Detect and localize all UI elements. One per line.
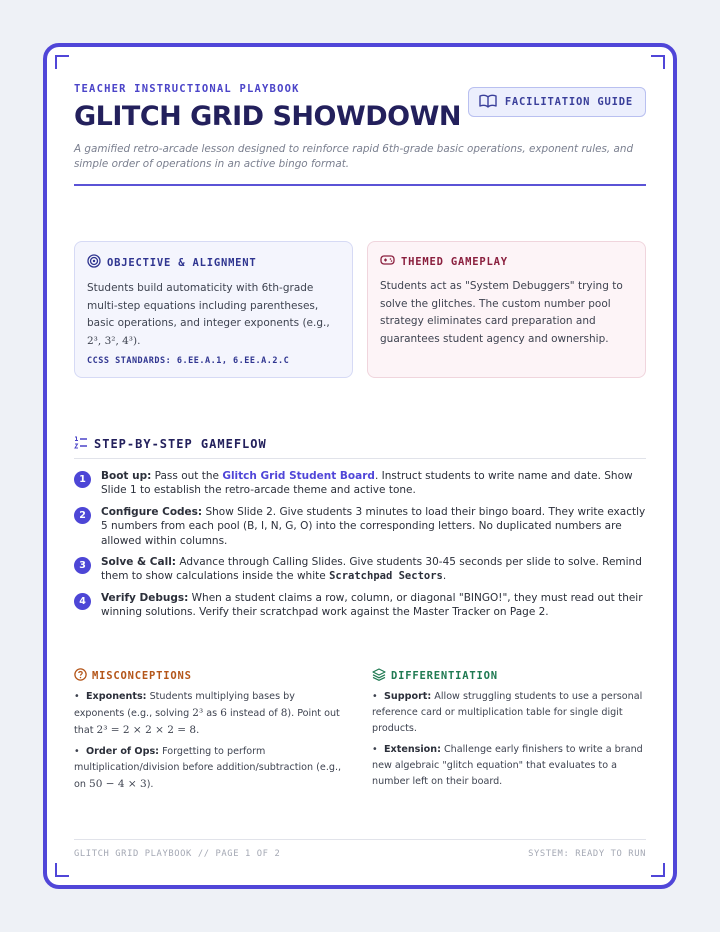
step-item <box>74 469 646 498</box>
gamepad-icon <box>380 254 395 269</box>
corner-bracket <box>651 55 665 69</box>
step-body-end: . Instruct students to write name and date. Show Slide 1 to establish the retro-arcade theme and active tone. <box>101 470 633 497</box>
item-text: Challenge early finishers to write a brand new algebraic "glitch equation" that evaluates to a number left on their board. <box>372 744 643 787</box>
student-board-link[interactable]: Glitch Grid Student Board <box>222 470 375 482</box>
step-title: Verify Debugs: <box>101 591 189 604</box>
themed-heading-text: THEMED GAMEPLAY <box>401 255 508 268</box>
question-circle-icon <box>74 668 87 684</box>
corner-bracket <box>55 863 69 877</box>
math-expr: 2³ <box>192 707 204 719</box>
item-label: Support: <box>384 691 432 702</box>
layers-icon <box>372 668 386 684</box>
book-icon <box>479 94 497 111</box>
themed-gameplay-card <box>367 241 646 378</box>
themed-heading <box>380 254 633 269</box>
differentiation-heading <box>372 668 646 684</box>
step-text <box>101 591 646 620</box>
objective-body <box>87 280 340 350</box>
themed-body: Students act as "System Debuggers" trying to solve the glitches. The custom number pool strategy eliminates card preparation and guarantees student agency and ownership. <box>380 280 623 345</box>
corner-bracket <box>55 55 69 69</box>
step-item <box>74 555 646 584</box>
differentiation-item: • Support: Allow struggling students to use a personal reference card or multiplication table for single digit products. <box>372 691 643 734</box>
misconceptions-heading <box>74 668 348 684</box>
page-title: GLITCH GRID SHOWDOWN <box>74 101 461 132</box>
step-item <box>74 591 646 620</box>
facilitation-guide-button[interactable] <box>468 87 646 117</box>
item-label: Exponents: <box>86 691 147 702</box>
header-divider <box>74 184 646 186</box>
step-text <box>101 469 646 498</box>
item-text: Allow struggling students to use a personal reference card or multiplication table for single digit products. <box>372 691 643 734</box>
item-text: Forgetting to perform multiplication/division before addition/subtraction (e.g., on <box>74 746 342 790</box>
misconceptions-heading-text: MISCONCEPTIONS <box>92 670 192 682</box>
item-text: ). Point out that <box>74 708 340 736</box>
objective-text: Students build automaticity with 6th-grade multi-step equations including parentheses, basic operations, and integer exponents (e.g., <box>87 282 330 329</box>
step-body: Pass out the <box>154 470 219 482</box>
misconception-item: • Exponents: Students multiplying bases by exponents (e.g., solving 2³ as 6 instead of 8). Point out that 2³ = 2 × 2 × 2 = 8. <box>74 691 340 736</box>
ccss-standards: CCSS STANDARDS: 6.EE.A.1, 6.EE.A.2.C <box>87 356 290 366</box>
subtitle: A gamified retro-arcade lesson designed to reinforce rapid 6th-grade basic operations, exponent rules, and simple order of operations in an active bingo format. <box>74 143 634 170</box>
step-title: Boot up: <box>101 470 152 482</box>
math-expr: 50 − 4 × 3 <box>89 778 147 790</box>
step-number: 4 <box>74 593 91 610</box>
math-expr: 6 <box>220 707 227 719</box>
footer-page-label: GLITCH GRID PLAYBOOK // PAGE 1 OF 2 <box>74 849 281 859</box>
step-body-end: . <box>442 570 447 583</box>
footer-status: SYSTEM: READY TO RUN <box>528 849 646 859</box>
overview-cards <box>74 241 646 378</box>
differentiation-heading-text: DIFFERENTIATION <box>391 670 498 682</box>
gameflow-heading <box>74 436 646 459</box>
numbered-list-icon <box>74 436 88 452</box>
math-expr: 8 <box>280 707 288 719</box>
item-text: instead of <box>229 708 278 719</box>
gameflow-heading-text: STEP-BY-STEP GAMEFLOW <box>94 437 267 451</box>
target-icon <box>87 254 101 271</box>
step-number: 2 <box>74 507 91 524</box>
facilitation-guide-label: FACILITATION GUIDE <box>504 96 633 108</box>
page-footer <box>74 839 646 859</box>
scratchpad-sectors-term: Scratchpad Sectors <box>329 570 443 583</box>
step-title: Configure Codes: <box>101 505 203 518</box>
step-body: Advance through Calling Slides. Give students 30-45 seconds per slide to solve. Remind them to show calculations inside the white <box>101 556 642 583</box>
playbook-page <box>43 43 677 889</box>
differentiation-item: • Extension: Challenge early finishers to write a brand new algebraic "glitch equation" that evaluates to a number left on their board. <box>372 744 643 787</box>
step-body: Show Slide 2. Give students 3 minutes to load their bingo board. They write exactly 5 numbers from each pool (B, I, N, G, O) into the corresponding letters. No duplicated numbers are allowed within columns. <box>101 505 646 547</box>
item-label: Extension: <box>384 744 441 755</box>
gameflow-section <box>74 436 646 627</box>
item-text: ). <box>146 779 154 790</box>
item-text: Students multiplying bases by exponents (e.g., solving <box>74 691 295 719</box>
objective-heading-text: OBJECTIVE & ALIGNMENT <box>107 256 257 269</box>
step-body: When a student claims a row, column, or diagonal "BINGO!", they must read out their winning solutions. Verify their scratchpad work against the Master Tracker on Page 2. <box>101 591 643 619</box>
misconceptions-column <box>74 668 348 793</box>
item-label: Order of Ops: <box>86 746 160 757</box>
objective-heading <box>87 254 340 271</box>
notes-columns <box>74 668 646 793</box>
eyebrow-label: TEACHER INSTRUCTIONAL PLAYBOOK <box>74 83 300 95</box>
step-number: 1 <box>74 471 91 488</box>
page-content <box>74 83 646 859</box>
step-list <box>74 469 646 620</box>
differentiation-column <box>372 668 646 793</box>
misconception-item: • Order of Ops: Forgetting to perform multiplication/division before addition/subtraction (e.g., on 50 − 4 × 3). <box>74 746 342 790</box>
item-text: as <box>206 708 218 719</box>
exponent-examples: 2³, 3², 4³). <box>87 334 141 347</box>
step-text <box>101 505 646 548</box>
math-expr: 2³ = 2 × 2 × 2 = 8. <box>96 724 200 736</box>
step-text <box>101 555 646 584</box>
corner-bracket <box>651 863 665 877</box>
objective-card <box>74 241 353 378</box>
step-item <box>74 505 646 548</box>
step-number: 3 <box>74 557 91 574</box>
step-title: Solve & Call: <box>101 556 176 569</box>
